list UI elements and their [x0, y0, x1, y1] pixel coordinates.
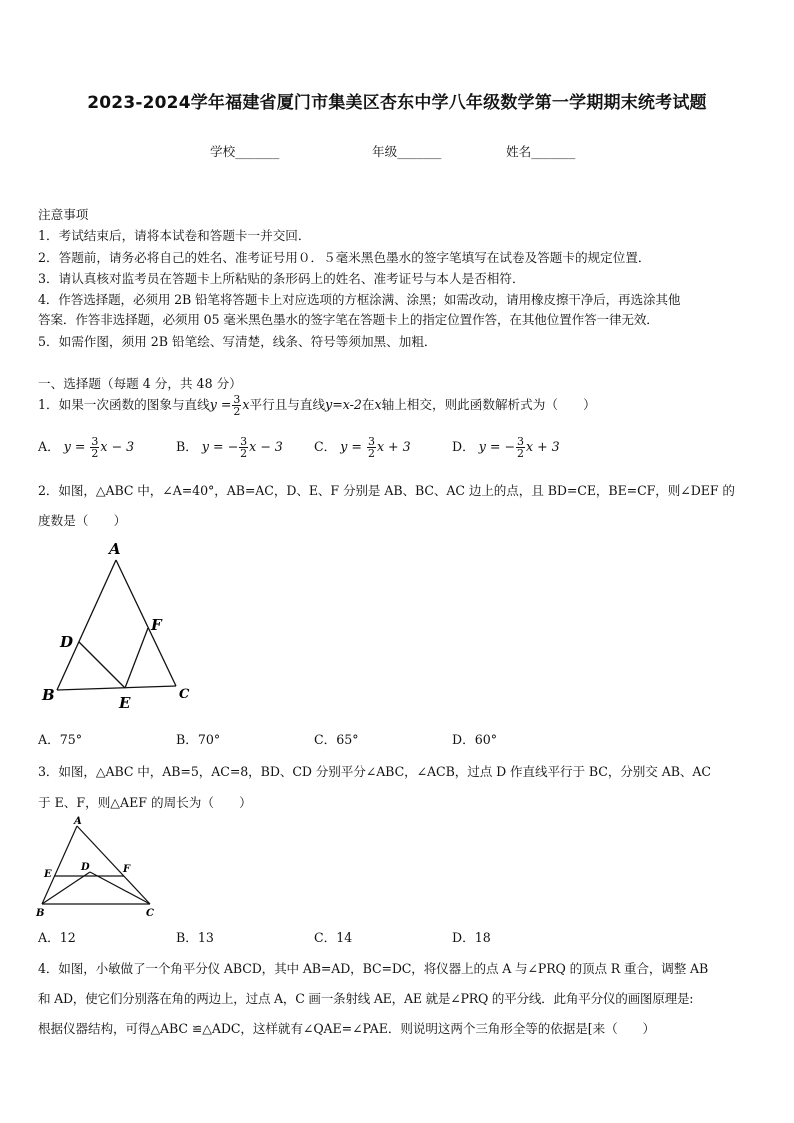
label-f: F — [123, 864, 131, 875]
q2-option-c: C．65° — [314, 732, 359, 747]
notice-item: 3．请认真核对监考员在答题卡上所粘贴的条形码上的姓名、准考证号与本人是否相符． — [38, 271, 525, 286]
notice-item: 4．作答选择题，必须用 2B 铅笔将答题卡上对应选项的方框涂满、涂黑；如需改动，请用橡皮擦干净后，再选涂其他 — [38, 292, 681, 307]
segment-de — [79, 642, 125, 688]
edge-bc — [57, 686, 176, 690]
edge-ac — [116, 560, 176, 686]
q1-option-d: D． y = − $\frac{3}{2}$ x + 3 — [452, 435, 560, 460]
q1-option-c: C． y = $\frac{3}{2}$ x + 3 — [314, 435, 411, 460]
label-f: F — [151, 616, 162, 634]
question-2-stem: 2．如图，△ABC 中，∠A=40°，AB=AC，D、E、F 分别是 AB、BC、AC 边上的点，且 BD=CE，BE=CF，则∠DEF 的 — [38, 483, 735, 498]
label-d: D — [81, 862, 90, 873]
notice-item: 2．答题前，请务必将自己的姓名、准考证号用０．５毫米黑色墨水的签字笔填写在试卷及答题卡的规定位置． — [38, 250, 651, 265]
q3-option-c: C．14 — [314, 930, 353, 945]
page-title: 2023-2024学年福建省厦门市集美区杏东中学八年级数学第一学期期末统考试题 — [87, 93, 707, 113]
label-b: B — [42, 686, 55, 704]
q2-triangle-figure — [36, 536, 206, 716]
segment-cd — [90, 872, 150, 904]
label-e: E — [119, 694, 131, 712]
label-a: A — [74, 816, 82, 827]
label-a: A — [109, 540, 121, 558]
notice-heading: 注意事项 — [38, 207, 89, 222]
q1-option-b: B． y = − $\frac{3}{2}$ x − 3 — [176, 435, 283, 460]
q2-option-a: A．75° — [38, 732, 83, 747]
segment-ef — [125, 628, 148, 688]
name-field: 姓名_______ — [506, 144, 576, 159]
q3-triangle-figure — [34, 812, 164, 924]
question-1-stem: 1．如果一次函数的图象与直线y = $\frac{3}{2}$ x平行且与直线y=x-2在x轴上相交，则此函数解析式为（ ） — [38, 393, 596, 418]
label-d: D — [60, 633, 74, 651]
section-heading: 一、选择题（每题 4 分，共 48 分） — [38, 376, 242, 391]
question-2-stem-cont: 度数是（ ） — [38, 513, 127, 528]
label-b: B — [36, 908, 45, 919]
question-3-stem-cont: 于 E、F，则△AEF 的周长为（ ） — [38, 795, 252, 810]
notice-item: 1．考试结束后，请将本试卷和答题卡一并交回． — [38, 228, 311, 243]
q3-option-b: B．13 — [176, 930, 214, 945]
question-4-stem-cont: 和 AD，使它们分别落在角的两边上，过点 A，C 画一条射线 AE，AE 就是∠PRQ 的平分线．此角平分仪的画图原理是: — [38, 991, 694, 1006]
label-c: C — [146, 908, 154, 919]
q3-option-d: D．18 — [452, 930, 491, 945]
q3-option-a: A．12 — [38, 930, 76, 945]
question-4-stem: 4．如图，小敏做了一个角平分仪 ABCD，其中 AB=AD，BC=DC，将仪器上的点 A 与∠PRQ 的顶点 R 重合，调整 AB — [38, 961, 709, 976]
q2-option-b: B．70° — [176, 732, 221, 747]
question-4-stem-cont: 根据仪器结构，可得△ABC ≌△ADC，这样就有∠QAE=∠PAE．则说明这两个三角形全等的依据是[来（ ） — [38, 1021, 656, 1036]
notice-item: 答案．作答非选择题，必须用 05 毫米黑色墨水的签字笔在答题卡上的指定位置作答，在其他位置作答一律无效． — [38, 312, 659, 327]
fraction: $\frac{3}{2}$ — [233, 393, 241, 418]
school-field: 学校_______ — [210, 144, 280, 159]
label-c: C — [179, 687, 190, 702]
label-e: E — [44, 869, 52, 880]
grade-field: 年级_______ — [372, 144, 442, 159]
q2-option-d: D．60° — [452, 732, 498, 747]
question-3-stem: 3．如图，△ABC 中，AB=5，AC=8，BD、CD 分别平分∠ABC，∠ACB，过点 D 作直线平行于 BC，分别交 AB、AC — [38, 764, 711, 779]
q1-option-a: A． y = $\frac{3}{2}$ x − 3 — [38, 435, 135, 460]
notice-item: 5．如需作图，须用 2B 铅笔绘、写清楚，线条、符号等须加黑、加粗． — [38, 334, 437, 349]
